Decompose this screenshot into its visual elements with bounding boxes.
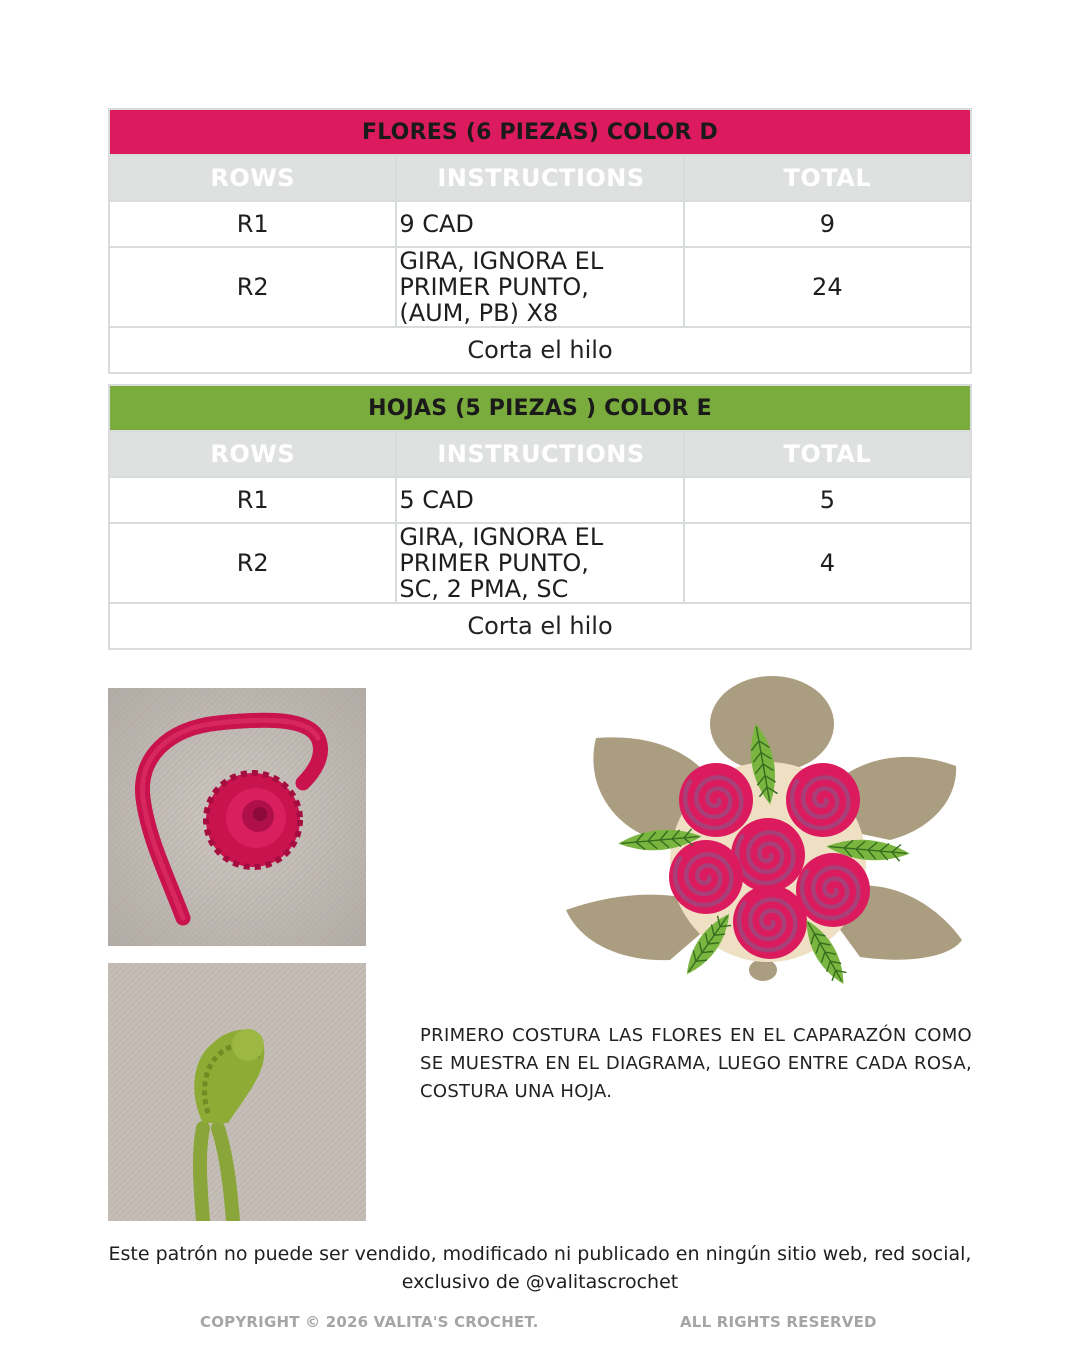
assembly-instructions: PRIMERO COSTURA LAS FLORES EN EL CAPARAZÓN COMO SE MUESTRA EN EL DIAGRAMA, LUEGO ENTRE CADA ROSA, COSTURA UNA HOJA.	[420, 1025, 972, 1102]
row-label: R2	[109, 523, 396, 603]
column-header-rows: ROWS	[109, 431, 396, 477]
rose-mid-right	[796, 853, 870, 927]
row-total: 24	[684, 247, 971, 327]
row-instruction: 9 CAD	[396, 201, 683, 247]
turtle-shell-diagram	[560, 672, 970, 990]
table-title: HOJAS (5 PIEZAS ) COLOR E	[109, 385, 971, 431]
row-total: 4	[684, 523, 971, 603]
usage-notice	[90, 1240, 990, 1296]
notice-line-1: Este patrón no puede ser vendido, modificado ni publicado en ningún sitio web, red social,	[108, 1243, 972, 1265]
rose-bottom	[733, 885, 807, 959]
column-header-rows: ROWS	[109, 155, 396, 201]
pink-flower-photo	[108, 688, 366, 946]
row-label: R2	[109, 247, 396, 327]
rose-top-right	[786, 763, 860, 837]
turtle-tail-shape	[749, 959, 777, 981]
row-label: R1	[109, 201, 396, 247]
copyright-text: COPYRIGHT © 2026 VALITA'S CROCHET.	[200, 1313, 539, 1331]
rose-top-left	[679, 763, 753, 837]
rose-mid-left	[669, 840, 743, 914]
table-footer: Corta el hilo	[109, 327, 971, 373]
row-total: 9	[684, 201, 971, 247]
rights-reserved-text: ALL RIGHTS RESERVED	[680, 1313, 877, 1331]
notice-line-2: exclusivo de @valitascrochet	[401, 1271, 679, 1293]
table-title: FLORES (6 PIEZAS) COLOR D	[109, 109, 971, 155]
row-label: R1	[109, 477, 396, 523]
column-header-instructions: INSTRUCTIONS	[396, 155, 683, 201]
column-header-total: TOTAL	[684, 431, 971, 477]
column-header-instructions: INSTRUCTIONS	[396, 431, 683, 477]
table-row	[109, 523, 971, 603]
row-total: 5	[684, 477, 971, 523]
table-footer: Corta el hilo	[109, 603, 971, 649]
table-row	[109, 201, 971, 247]
hojas-table	[108, 384, 972, 650]
row-instruction: GIRA, IGNORA EL PRIMER PUNTO, SC, 2 PMA, SC	[396, 523, 683, 603]
column-header-total: TOTAL	[684, 155, 971, 201]
flores-table	[108, 108, 972, 374]
row-instruction: 5 CAD	[396, 477, 683, 523]
row-instruction: GIRA, IGNORA EL PRIMER PUNTO, (AUM, PB) X8	[396, 247, 683, 327]
green-leaf-photo	[108, 963, 366, 1221]
table-row	[109, 477, 971, 523]
table-row	[109, 247, 971, 327]
